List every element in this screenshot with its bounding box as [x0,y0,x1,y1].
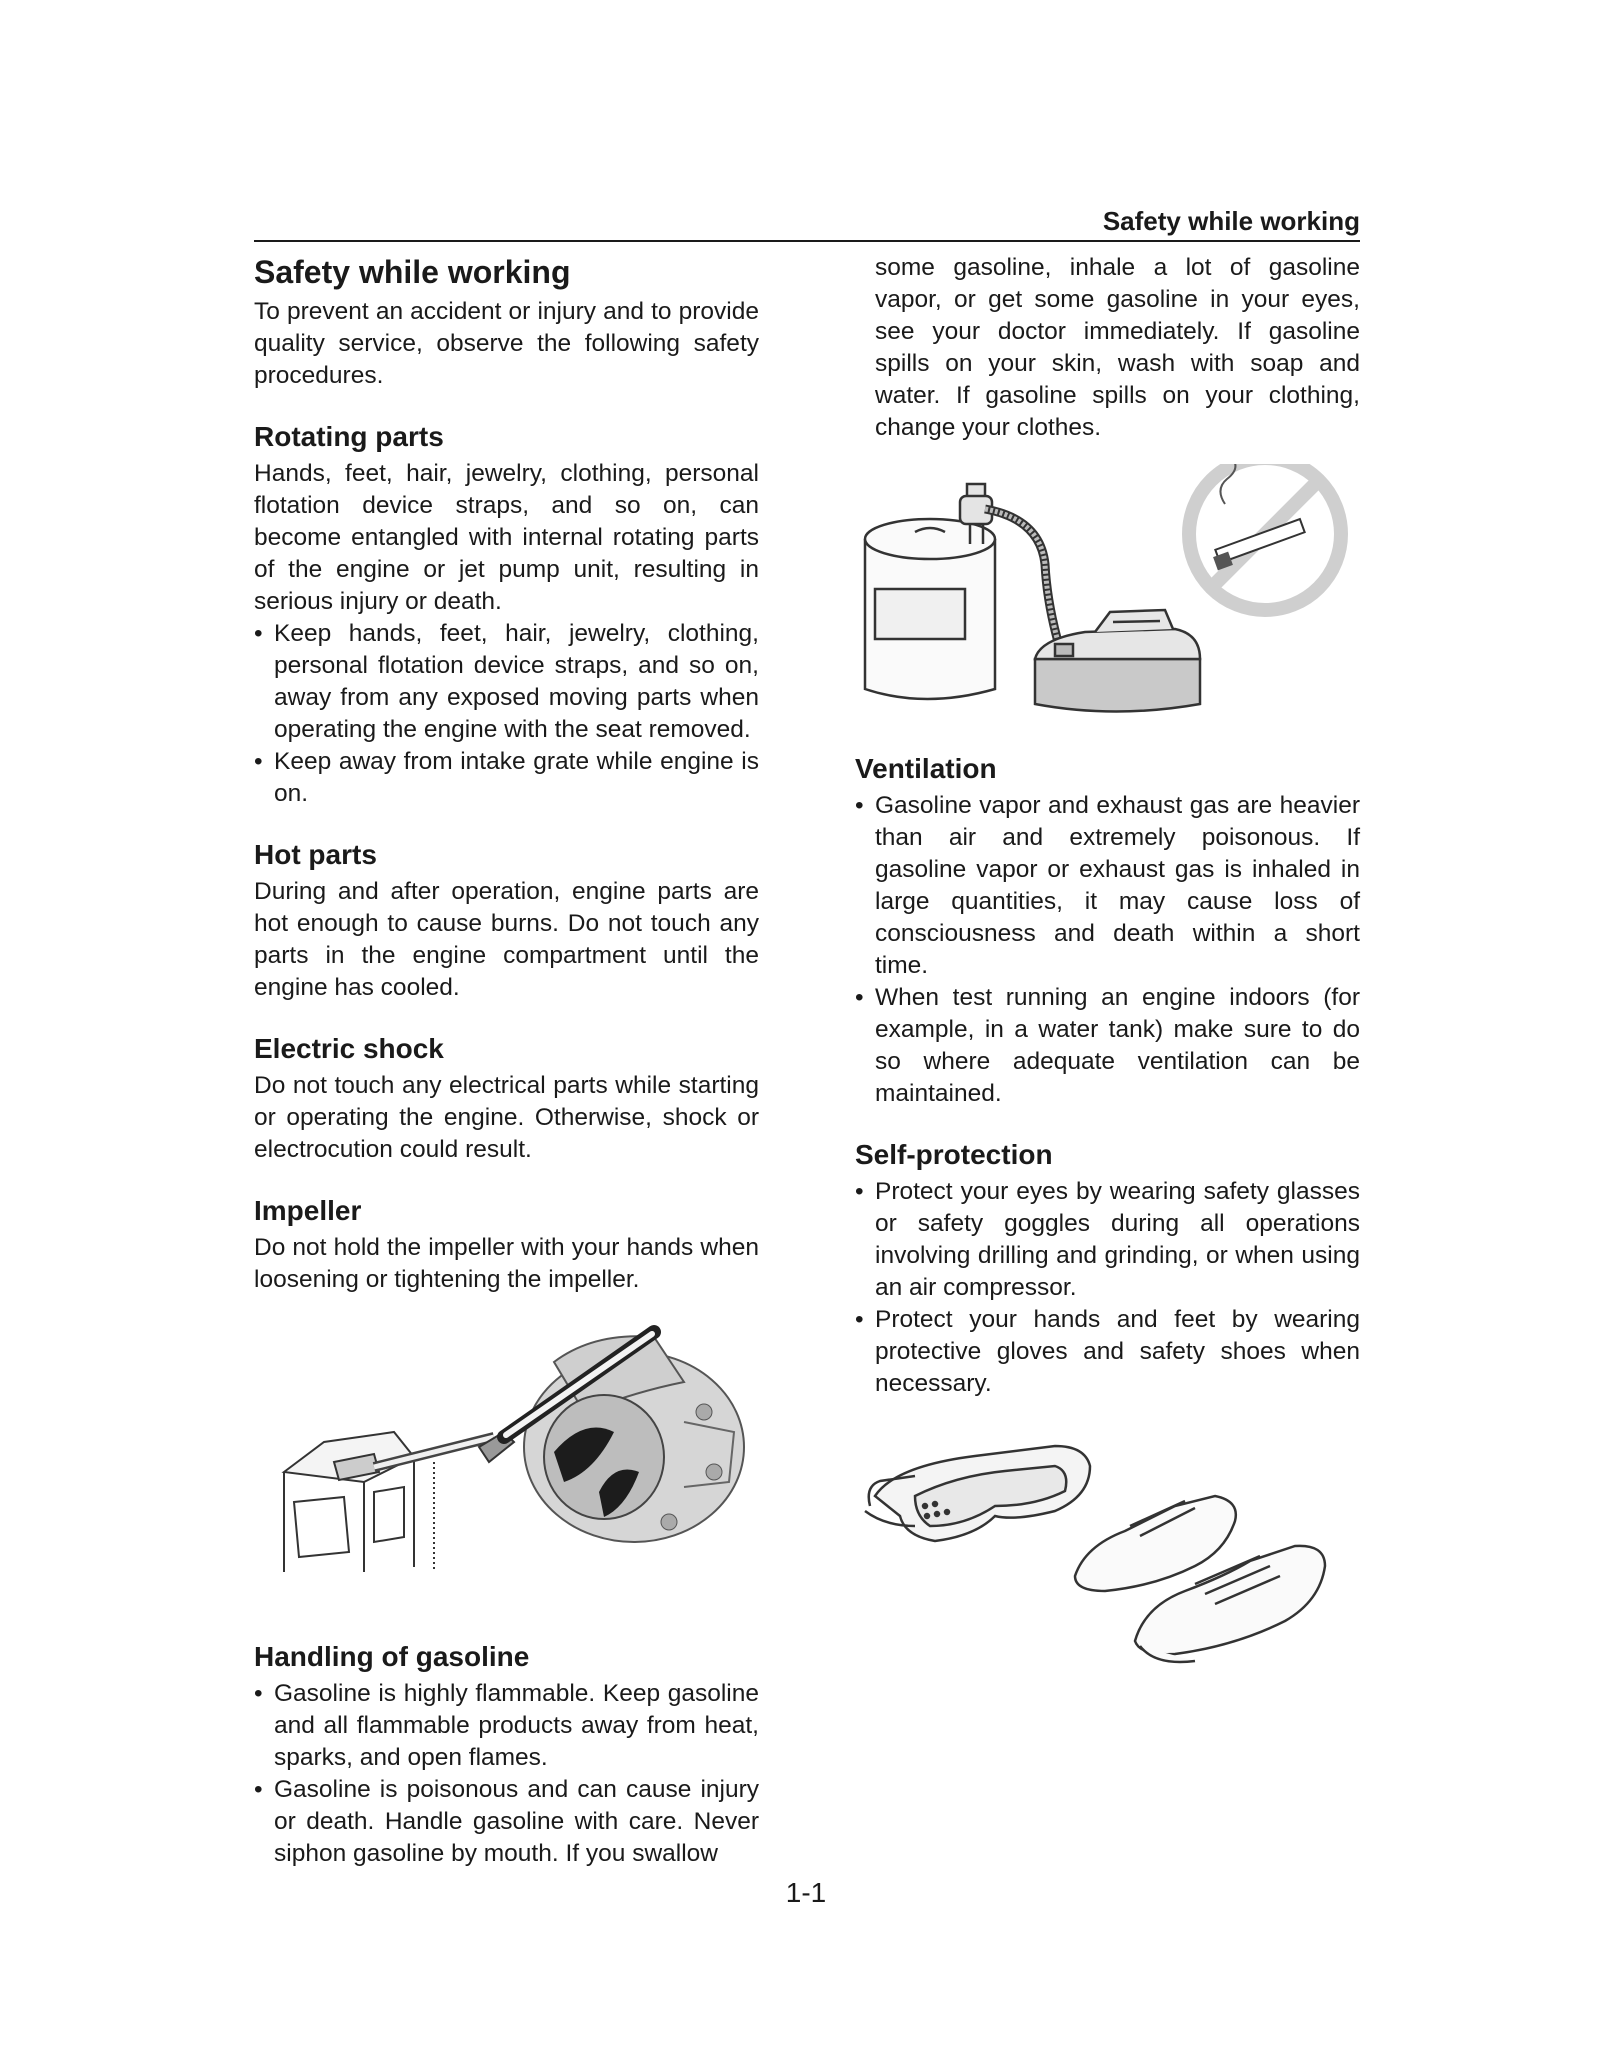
header-rule [254,240,1360,242]
right-column [855,252,1360,1666]
section-ventilation [855,750,1360,1110]
intro-section [254,296,759,392]
bullet-item: • Gasoline is highly flammable. Keep gasoline and all flammable products away from heat, sparks, and open flames. [254,1678,759,1774]
bullet-list [855,790,1360,1110]
section-handling-gasoline [254,1638,759,1870]
section-electric-shock [254,1030,759,1166]
page-title: Safety while working [254,254,571,290]
section-heading: Ventilation [855,753,997,784]
bullet-list [254,618,759,810]
section-heading: Self-protection [855,1139,1053,1170]
section-heading: Handling of gasoline [254,1641,530,1672]
section-heading: Electric shock [254,1033,444,1064]
section-hot-parts [254,836,759,1004]
section-heading: Rotating parts [254,421,444,452]
bullet-list [855,1176,1360,1400]
bullet-item: • Gasoline vapor and exhaust gas are heavier than air and extremely poisonous. If gasoline vapor or exhaust gas is inhaled in large quantities, it may cause loss of consciousness and death within a short time. [855,790,1360,982]
section-self-protection [855,1136,1360,1400]
section-impeller [254,1192,759,1296]
section-body: Hands, feet, hair, jewelry, clothing, personal flotation device straps, and so on, can become entangled with internal rotating parts of the engine or jet pump unit, resulting in serious injury or death. [254,460,759,615]
gasoline-no-smoking-illustration [855,464,1360,734]
bullet-item: • When test running an engine indoors (for example, in a water tank) make sure to do so where adequate ventilation can be maintained. [855,982,1360,1110]
intro-text: To prevent an accident or injury and to provide quality service, observe the following safety procedures. [254,298,759,389]
bullet-list [254,1678,759,1870]
gasoline-continuation: some gasoline, inhale a lot of gasoline vapor, or get some gasoline in your eyes, see your doctor immediately. If gasoline spills on your skin, wash with soap and water. If gasoline spills on your clothing, change your clothes. [875,254,1360,441]
section-body: During and after operation, engine parts are hot enough to cause burns. Do not touch any parts in the engine compartment until the engine has cooled. [254,878,759,1001]
section-body: Do not hold the impeller with your hands when loosening or tightening the impeller. [254,1234,759,1293]
page-number: 1-1 [785,1877,827,1908]
section-body: Do not touch any electrical parts while starting or operating the engine. Otherwise, shock or electrocution could result. [254,1072,759,1163]
left-column [254,252,759,1870]
bullet-item: • Keep hands, feet, hair, jewelry, clothing, personal flotation device straps, and so on, away from any exposed moving parts when operating the engine with the seat removed. [254,618,759,746]
impeller-illustration [254,1322,759,1612]
goggles-shoes-illustration [855,1426,1360,1666]
bullet-item: • Keep away from intake grate while engine is on. [254,746,759,810]
section-heading: Hot parts [254,839,377,870]
section-heading: Impeller [254,1195,362,1226]
running-head: Safety while working [1102,206,1360,236]
section-rotating-parts [254,418,759,810]
bullet-item: • Protect your hands and feet by wearing protective gloves and safety shoes when necessary. [855,1304,1360,1400]
bullet-item: • Gasoline is poisonous and can cause injury or death. Handle gasoline with care. Never siphon gasoline by mouth. If you swallow [254,1774,759,1870]
bullet-item: • Protect your eyes by wearing safety glasses or safety goggles during all operations involving drilling and grinding, or when using an air compressor. [855,1176,1360,1304]
